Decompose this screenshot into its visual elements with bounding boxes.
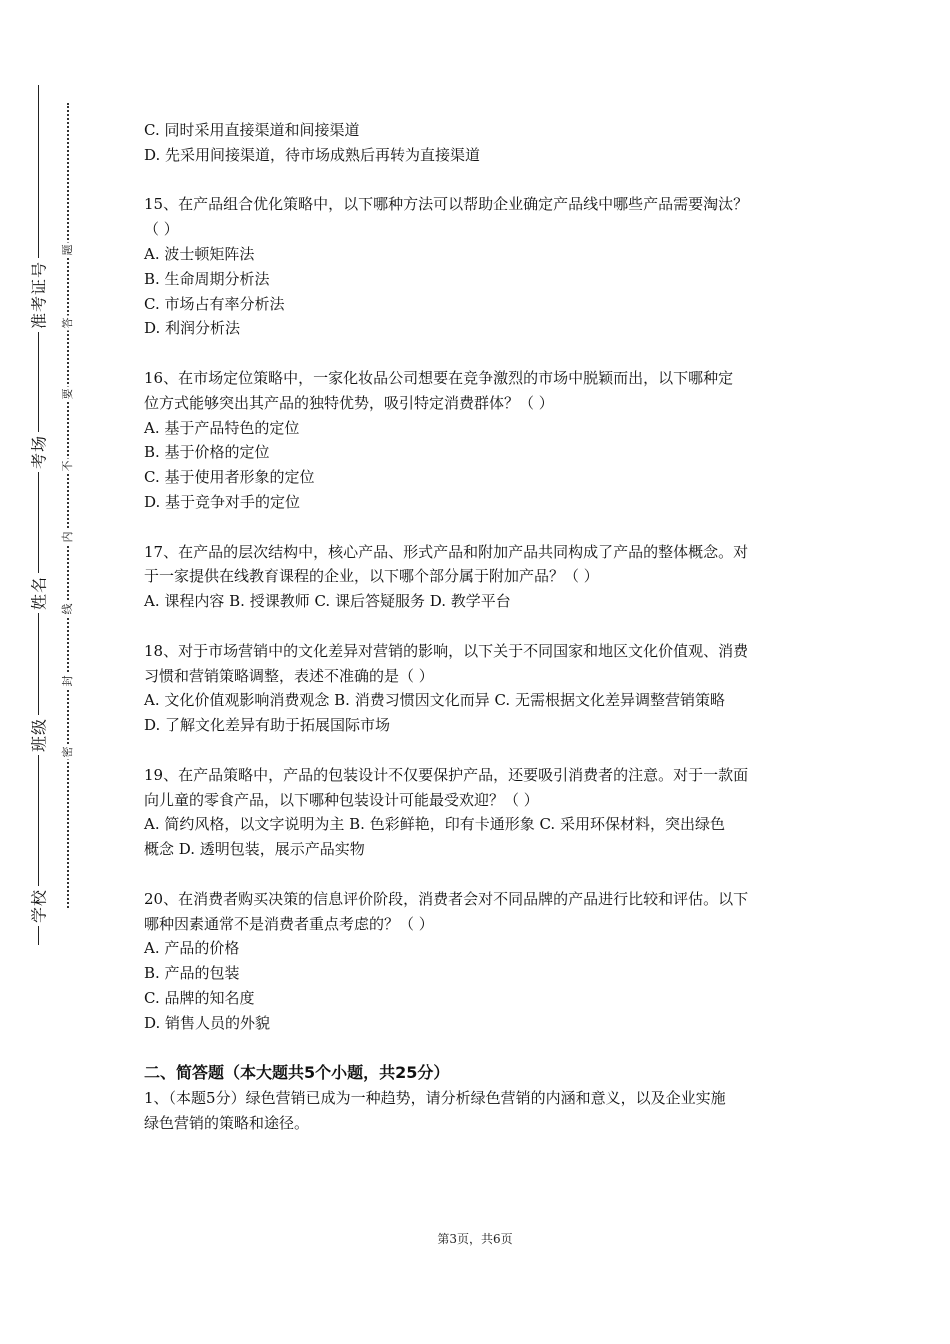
question-stem: 16、在市场定位策略中，一家化妆品公司想要在竞争激烈的市场中脱颖而出，以下哪种定 — [144, 368, 734, 387]
option-c: C. 同时采用直接渠道和间接渠道 — [144, 121, 360, 139]
seal-char-bu: 不 — [61, 460, 74, 472]
short-answer-1 — [144, 1086, 812, 1136]
options-inline: A. 简约风格，以文字说明为主 B. 色彩鲜艳，印有卡通形象 C. 采用环保材料，突出绿色 — [144, 815, 725, 834]
option-b: B. 基于价格的定位 — [144, 443, 270, 462]
options-inline-cont: 概念 D. 透明包装，展示产品实物 — [144, 840, 365, 859]
question-14-tail — [144, 118, 812, 168]
binding-solid-line — [38, 85, 39, 945]
question-stem-cont: 哪种因素通常不是消费者重点考虑的？（ ） — [144, 914, 434, 933]
question-stem: 1、（本题5分）绿色营销已成为一种趋势，请分析绿色营销的内涵和意义，以及企业实施 — [144, 1089, 726, 1108]
option-d: D. 利润分析法 — [144, 319, 241, 338]
answer-blank: （ ） — [144, 220, 179, 239]
seal-dotted-line — [67, 103, 69, 908]
question-20 — [144, 887, 812, 1036]
question-stem: 19、在产品策略中，产品的包装设计不仅要保护产品，还要吸引消费者的注意。对于一款面 — [144, 765, 749, 784]
page-number-footer: 第3页，共6页 — [437, 1232, 513, 1246]
seal-char-xian: 线 — [61, 603, 74, 615]
question-stem-cont: 习惯和营销策略调整，表述不准确的是（ ） — [144, 666, 434, 685]
option-a: A. 基于产品特色的定位 — [144, 418, 300, 437]
question-stem-cont: 位方式能够突出其产品的独特优势，吸引特定消费群体？（ ） — [144, 393, 554, 412]
option-d: D. 销售人员的外貌 — [144, 1013, 271, 1032]
question-18 — [144, 639, 812, 738]
exam-content — [144, 118, 812, 1161]
seal-char-yao: 要 — [61, 388, 74, 400]
option-a: A. 波士顿矩阵法 — [144, 244, 255, 263]
question-16 — [144, 366, 812, 515]
question-stem-cont: 绿色营销的策略和途径。 — [144, 1114, 310, 1133]
options-inline: A. 文化价值观影响消费观念 B. 消费习惯因文化而异 C. 无需根据文化差异调整营销策略 — [144, 691, 725, 710]
question-stem: 20、在消费者购买决策的信息评价阶段，消费者会对不同品牌的产品进行比较和评估。以下 — [144, 889, 749, 908]
school-field-label: 学校 — [27, 886, 50, 926]
question-stem-cont: 于一家提供在线教育课程的企业，以下哪个部分属于附加产品？（ ） — [144, 567, 599, 586]
seal-char-ti: 题 — [61, 244, 74, 256]
seal-char-mi: 密 — [61, 746, 74, 758]
question-stem: 18、对于市场营销中的文化差异对营销的影响，以下关于不同国家和地区文化价值观、消费 — [144, 641, 749, 660]
option-d: D. 先采用间接渠道，待市场成熟后再转为直接渠道 — [144, 145, 481, 164]
option-b: B. 生命周期分析法 — [144, 269, 270, 288]
name-field-label: 姓名 — [27, 573, 50, 613]
question-stem: 17、在产品的层次结构中，核心产品、形式产品和附加产品共同构成了产品的整体概念。对 — [144, 542, 749, 561]
class-field-label: 班级 — [27, 715, 50, 755]
question-stem: 15、在产品组合优化策略中，以下哪种方法可以帮助企业确定产品线中哪些产品需要淘汰？ — [144, 195, 749, 214]
question-17 — [144, 540, 812, 614]
seal-char-da: 答 — [61, 317, 74, 329]
option-c: C. 基于使用者形象的定位 — [144, 468, 315, 487]
option-d: D. 了解文化差异有助于拓展国际市场 — [144, 716, 391, 735]
exam-id-field-label: 准考证号 — [27, 258, 50, 332]
option-c: C. 市场占有率分析法 — [144, 294, 285, 313]
question-15 — [144, 192, 812, 341]
seal-char-nei: 内 — [61, 531, 74, 543]
option-b: B. 产品的包装 — [144, 964, 240, 983]
question-19 — [144, 763, 812, 862]
question-stem-cont: 向儿童的零食产品，以下哪种包装设计可能最受欢迎？（ ） — [144, 790, 539, 809]
binding-margin — [0, 0, 110, 1344]
exam-room-field-label: 考场 — [27, 432, 50, 472]
option-c: C. 品牌的知名度 — [144, 988, 255, 1007]
options-inline: A. 课程内容 B. 授课教师 C. 课后答疑服务 D. 教学平台 — [144, 592, 511, 611]
seal-char-feng: 封 — [61, 675, 74, 687]
section-2-title: 二、简答题（本大题共5个小题，共25分） — [144, 1063, 450, 1083]
option-a: A. 产品的价格 — [144, 939, 240, 958]
option-d: D. 基于竞争对手的定位 — [144, 492, 301, 511]
